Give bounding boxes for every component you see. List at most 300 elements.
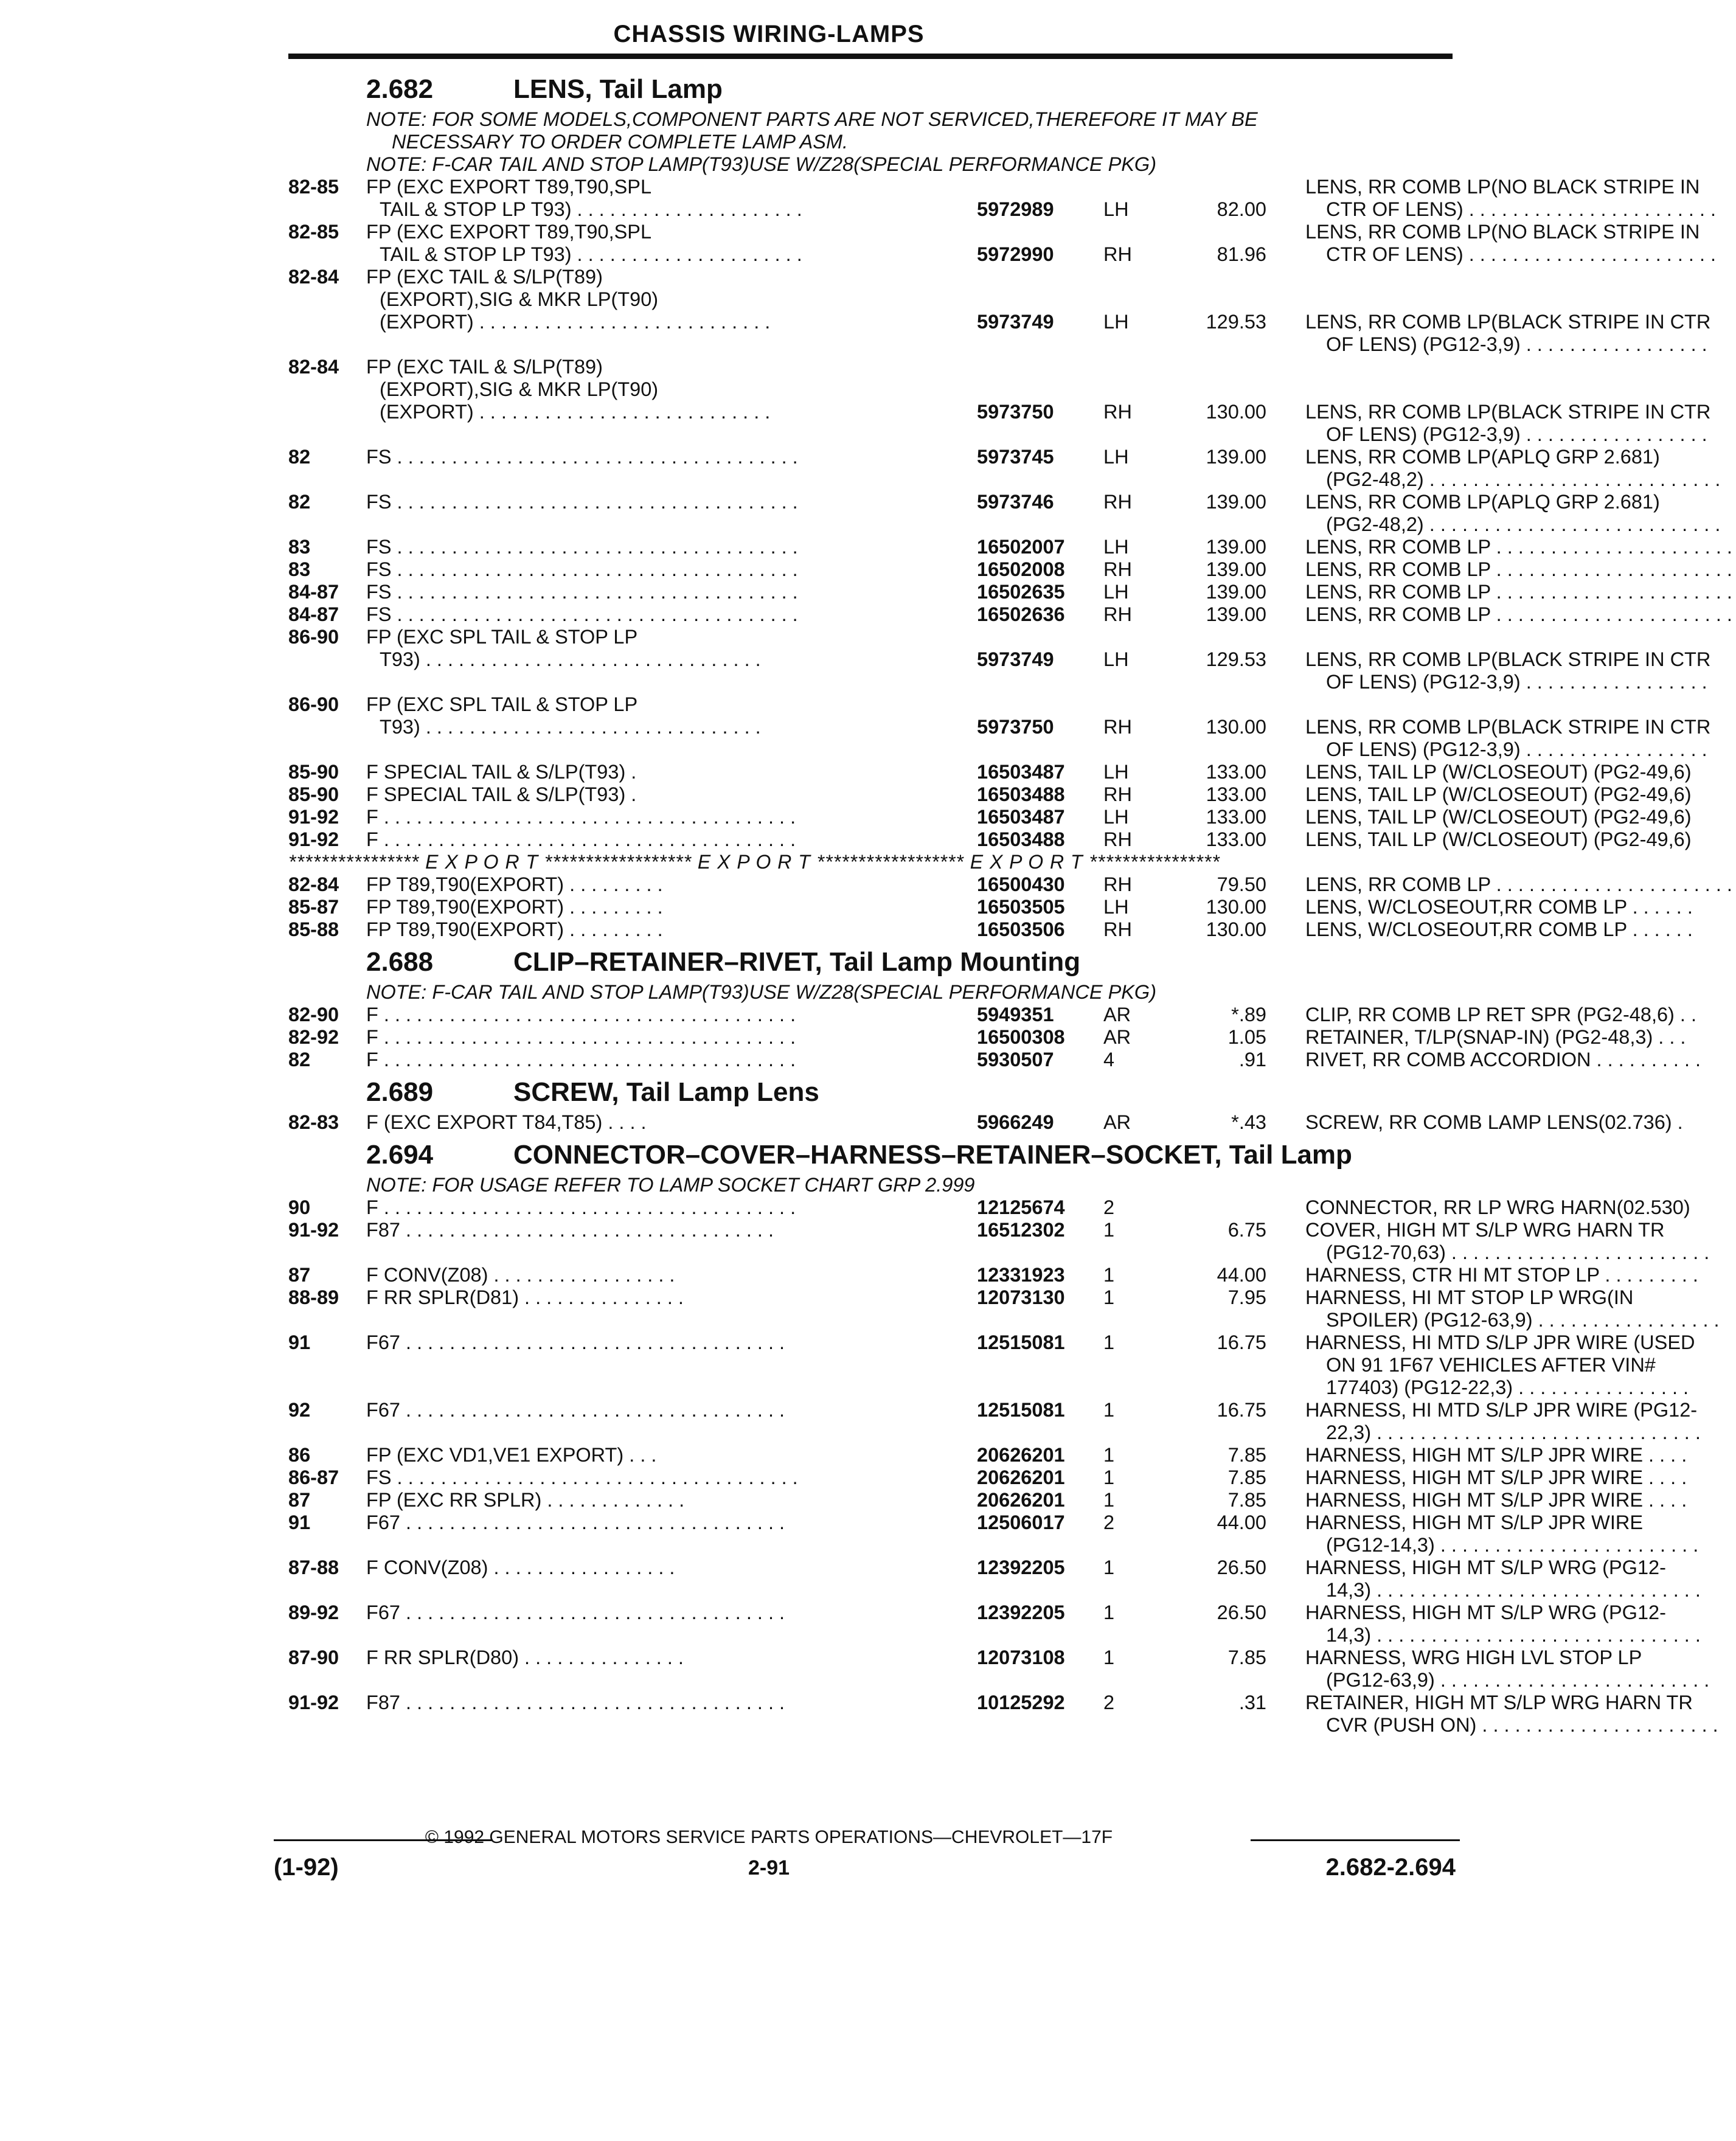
- quantity: 1: [1103, 1286, 1115, 1308]
- part-description: (PG12-70,63) . . . . . . . . . . . . . . . . . . . . . . . .: [1326, 1241, 1710, 1263]
- usage-description: F67 . . . . . . . . . . . . . . . . . . . . . . . . . . . . . . . . . . .: [366, 1331, 785, 1353]
- part-row-line: [288, 243, 1717, 266]
- section-title: CONNECTOR–COVER–HARNESS–RETAINER–SOCKET, Tail Lamp: [513, 1140, 1352, 1170]
- part-row-line: [288, 1049, 1701, 1071]
- part-row: [288, 1286, 1720, 1331]
- part-row-line: [288, 378, 1474, 401]
- part-row-line: [288, 738, 1707, 761]
- model-year: 85-90: [288, 761, 339, 783]
- price: 26.50: [1217, 1601, 1266, 1623]
- part-row: [288, 1026, 1686, 1049]
- part-row-line: [288, 221, 1700, 243]
- quantity: 1: [1103, 1556, 1115, 1578]
- page-title: CHASSIS WIRING-LAMPS: [613, 21, 925, 47]
- part-description: COVER, HIGH MT S/LP WRG HARN TR: [1305, 1219, 1665, 1241]
- quantity: 2: [1103, 1692, 1115, 1713]
- part-description: HARNESS, HI MT STOP LP WRG(IN: [1305, 1286, 1634, 1308]
- part-number: 5972989: [977, 198, 1054, 220]
- part-number: 16500308: [977, 1026, 1065, 1048]
- part-row: [288, 266, 1711, 356]
- section-number: 2.694: [366, 1140, 434, 1170]
- part-row-line: [288, 1111, 1683, 1134]
- part-row: [288, 1556, 1701, 1601]
- part-description: (PG12-14,3) . . . . . . . . . . . . . . . . . . . . . . . .: [1326, 1534, 1699, 1556]
- price: 79.50: [1217, 873, 1266, 895]
- price: 82.00: [1217, 198, 1266, 220]
- part-description: LENS, TAIL LP (W/CLOSEOUT) (PG2-49,6): [1305, 828, 1692, 850]
- usage-description: FP T89,T90(EXPORT) . . . . . . . . .: [366, 918, 663, 940]
- part-row-line: [288, 1219, 1665, 1241]
- part-row: [288, 1601, 1701, 1647]
- usage-description: FS . . . . . . . . . . . . . . . . . . . . . . . . . . . . . . . . . . . . .: [366, 536, 798, 558]
- section-header: [288, 943, 1474, 981]
- part-number: 5973750: [977, 401, 1054, 423]
- note-line: NOTE: F-CAR TAIL AND STOP LAMP(T93)USE W/Z28(SPECIAL PERFORMANCE PKG): [366, 153, 1157, 175]
- usage-description: FP (EXC EXPORT T89,T90,SPL: [366, 176, 652, 198]
- usage-description: FP (EXC RR SPLR) . . . . . . . . . . . . .: [366, 1489, 685, 1511]
- part-row-line: [288, 1444, 1687, 1466]
- price: 133.00: [1206, 761, 1266, 783]
- quantity: RH: [1103, 828, 1132, 850]
- part-description: SCREW, RR COMB LAMP LENS(02.736) .: [1305, 1111, 1683, 1133]
- part-row-line: [288, 288, 1474, 311]
- part-number: 5966249: [977, 1111, 1054, 1133]
- part-number: 16503506: [977, 918, 1065, 940]
- usage-description: FP (EXC EXPORT T89,T90,SPL: [366, 221, 652, 243]
- model-year: 82-83: [288, 1111, 339, 1133]
- part-description: LENS, RR COMB LP(APLQ GRP 2.681): [1305, 446, 1660, 468]
- part-row: [288, 761, 1692, 783]
- model-year: 83: [288, 558, 311, 580]
- part-row-line: [288, 356, 1474, 378]
- usage-description: (EXPORT) . . . . . . . . . . . . . . . . . . . . . . . . . . .: [380, 401, 771, 423]
- quantity: RH: [1103, 918, 1132, 940]
- part-number: 16502635: [977, 581, 1065, 603]
- part-number: 5973746: [977, 491, 1054, 513]
- quantity: LH: [1103, 806, 1129, 828]
- section-number: 2.688: [366, 947, 434, 977]
- model-year: 83: [288, 536, 311, 558]
- part-row-line: [288, 693, 1474, 716]
- usage-description: TAIL & STOP LP T93) . . . . . . . . . . . . . . . . . . . . .: [380, 198, 802, 220]
- part-description: LENS, RR COMB LP(APLQ GRP 2.681): [1305, 491, 1660, 513]
- part-row-line: [288, 671, 1707, 693]
- part-row-line: [288, 423, 1707, 446]
- part-number: 12125674: [977, 1196, 1065, 1218]
- part-row: [288, 626, 1711, 693]
- usage-description: F67 . . . . . . . . . . . . . . . . . . . . . . . . . . . . . . . . . . .: [366, 1601, 785, 1623]
- part-row: [288, 603, 1732, 626]
- usage-description: FP (EXC SPL TAIL & STOP LP: [366, 693, 638, 715]
- part-number: 12073130: [977, 1286, 1065, 1308]
- quantity: 1: [1103, 1444, 1115, 1466]
- part-row-line: [288, 1264, 1698, 1286]
- usage-description: FS . . . . . . . . . . . . . . . . . . . . . . . . . . . . . . . . . . . . .: [366, 603, 798, 625]
- note-line: NECESSARY TO ORDER COMPLETE LAMP ASM.: [392, 131, 849, 153]
- model-year: 82-90: [288, 1004, 339, 1025]
- usage-description: F . . . . . . . . . . . . . . . . . . . . . . . . . . . . . . . . . . . . . .: [366, 1196, 796, 1218]
- part-row: [288, 783, 1692, 806]
- model-year: 87-90: [288, 1647, 339, 1668]
- usage-description: (EXPORT) . . . . . . . . . . . . . . . . . . . . . . . . . . .: [380, 311, 771, 333]
- part-number: 5973745: [977, 446, 1054, 468]
- price: 16.75: [1217, 1399, 1266, 1421]
- part-description: CVR (PUSH ON) . . . . . . . . . . . . . . . . . . . . . .: [1326, 1714, 1718, 1736]
- part-row-line: [288, 1331, 1695, 1354]
- part-number: 12073108: [977, 1647, 1065, 1668]
- model-year: 82-92: [288, 1026, 339, 1048]
- part-description: HARNESS, WRG HIGH LVL STOP LP: [1305, 1647, 1642, 1668]
- part-row-line: [288, 513, 1721, 536]
- usage-description: T93) . . . . . . . . . . . . . . . . . . . . . . . . . . . . . . .: [380, 648, 761, 670]
- part-row-line: [288, 536, 1732, 558]
- price: 139.00: [1206, 446, 1266, 468]
- part-number: 16503488: [977, 783, 1065, 805]
- part-row-line: [288, 1647, 1642, 1669]
- price: .91: [1238, 1049, 1266, 1070]
- usage-description: FP T89,T90(EXPORT) . . . . . . . . .: [366, 896, 663, 918]
- part-row-line: [288, 1466, 1687, 1489]
- part-description: OF LENS) (PG12-3,9) . . . . . . . . . . . . . . . . .: [1326, 423, 1707, 445]
- part-row: [288, 446, 1721, 491]
- model-year: 91-92: [288, 1692, 339, 1713]
- part-row: [288, 581, 1732, 603]
- part-row-line: [288, 401, 1711, 423]
- model-year: 91: [288, 1331, 311, 1353]
- part-description: LENS, RR COMB LP(NO BLACK STRIPE IN: [1305, 176, 1700, 198]
- usage-description: FS . . . . . . . . . . . . . . . . . . . . . . . . . . . . . . . . . . . . .: [366, 581, 798, 603]
- usage-description: FP (EXC TAIL & S/LP(T89): [366, 356, 603, 378]
- price: 130.00: [1206, 401, 1266, 423]
- model-year: 86-87: [288, 1466, 339, 1488]
- model-year: 82-84: [288, 873, 339, 895]
- part-row: [288, 356, 1711, 446]
- usage-description: F . . . . . . . . . . . . . . . . . . . . . . . . . . . . . . . . . . . . . .: [366, 1026, 796, 1048]
- part-row: [288, 1196, 1690, 1219]
- part-row-line: [288, 1534, 1699, 1556]
- part-description: HARNESS, CTR HI MT STOP LP . . . . . . . . .: [1305, 1264, 1698, 1286]
- part-description: HARNESS, HIGH MT S/LP WRG (PG12-: [1305, 1601, 1666, 1623]
- usage-description: F RR SPLR(D80) . . . . . . . . . . . . . . .: [366, 1647, 684, 1668]
- price: .31: [1238, 1692, 1266, 1713]
- part-row: [288, 873, 1732, 896]
- part-row: [288, 176, 1717, 221]
- model-year: 85-88: [288, 918, 339, 940]
- part-row: [288, 1692, 1718, 1737]
- part-row: [288, 918, 1693, 941]
- price: 133.00: [1206, 828, 1266, 850]
- usage-description: F CONV(Z08) . . . . . . . . . . . . . . . . .: [366, 1264, 675, 1286]
- usage-description: F87 . . . . . . . . . . . . . . . . . . . . . . . . . . . . . . . . . .: [366, 1219, 774, 1241]
- part-number: 16512302: [977, 1219, 1065, 1241]
- quantity: LH: [1103, 581, 1129, 603]
- part-row-line: [288, 1354, 1656, 1376]
- model-year: 87-88: [288, 1556, 339, 1578]
- part-description: (PG2-48,2) . . . . . . . . . . . . . . . . . . . . . . . . . . .: [1326, 513, 1721, 535]
- price: 7.85: [1227, 1489, 1266, 1511]
- part-row-line: [288, 311, 1711, 333]
- part-row-line: [288, 1309, 1720, 1331]
- part-number: 12506017: [977, 1511, 1065, 1533]
- part-description: LENS, RR COMB LP(BLACK STRIPE IN CTR: [1305, 648, 1711, 670]
- part-row: [288, 1219, 1710, 1264]
- quantity: AR: [1103, 1026, 1131, 1048]
- section-number: 2.689: [366, 1077, 434, 1107]
- model-year: 91-92: [288, 806, 339, 828]
- part-row: [288, 1444, 1687, 1466]
- price: 129.53: [1206, 648, 1266, 670]
- part-row-line: [288, 873, 1732, 896]
- note-line: NOTE: F-CAR TAIL AND STOP LAMP(T93)USE W/Z28(SPECIAL PERFORMANCE PKG): [366, 981, 1157, 1003]
- footer-copyright: © 1992 GENERAL MOTORS SERVICE PARTS OPERATIONS—CHEVROLET—17F: [425, 1827, 1113, 1847]
- section-header: [288, 71, 1474, 108]
- part-row-line: [288, 1004, 1696, 1026]
- part-row: [288, 1049, 1701, 1071]
- quantity: RH: [1103, 603, 1132, 625]
- part-description: OF LENS) (PG12-3,9) . . . . . . . . . . . . . . . . .: [1326, 333, 1707, 355]
- part-row-line: [288, 761, 1692, 783]
- quantity: RH: [1103, 401, 1132, 423]
- note-line: NOTE: FOR USAGE REFER TO LAMP SOCKET CHART GRP 2.999: [366, 1174, 975, 1196]
- part-row-line: [288, 491, 1660, 513]
- part-number: 10125292: [977, 1692, 1065, 1713]
- part-row: [288, 1331, 1695, 1399]
- model-year: 82: [288, 446, 311, 468]
- part-row: [288, 221, 1717, 266]
- part-description: 177403) (PG12-22,3) . . . . . . . . . . . . . . . .: [1326, 1376, 1689, 1398]
- export-divider: **************** E X P O R T ****************** E X P O R T ****************** E X P O R T ****************: [288, 851, 1220, 873]
- quantity: AR: [1103, 1111, 1131, 1133]
- part-row-line: [288, 1489, 1687, 1511]
- part-number: 5949351: [977, 1004, 1054, 1025]
- part-row: [288, 558, 1732, 581]
- usage-description: (EXPORT),SIG & MKR LP(T90): [380, 288, 659, 310]
- model-year: 85-87: [288, 896, 339, 918]
- footer-group-range: 2.682-2.694: [1325, 1854, 1456, 1881]
- usage-description: F . . . . . . . . . . . . . . . . . . . . . . . . . . . . . . . . . . . . . .: [366, 828, 796, 850]
- part-row-line: [288, 581, 1732, 603]
- usage-description: F67 . . . . . . . . . . . . . . . . . . . . . . . . . . . . . . . . . . .: [366, 1511, 785, 1533]
- part-row: [288, 806, 1692, 828]
- part-row: [288, 1489, 1687, 1511]
- part-row-line: [288, 1669, 1710, 1692]
- model-year: 92: [288, 1399, 311, 1421]
- part-row: [288, 536, 1732, 558]
- part-description: (PG2-48,2) . . . . . . . . . . . . . . . . . . . . . . . . . . .: [1326, 468, 1721, 490]
- part-row-line: [288, 1692, 1693, 1714]
- usage-description: F RR SPLR(D81) . . . . . . . . . . . . . . .: [366, 1286, 684, 1308]
- part-row: [288, 1264, 1698, 1286]
- part-description: HARNESS, HIGH MT S/LP JPR WIRE: [1305, 1511, 1644, 1533]
- part-row-line: [288, 333, 1707, 356]
- part-description: HARNESS, HIGH MT S/LP JPR WIRE . . . .: [1305, 1444, 1687, 1466]
- quantity: 2: [1103, 1511, 1115, 1533]
- section-number: 2.682: [366, 74, 434, 104]
- part-number: 16502636: [977, 603, 1065, 625]
- part-description: 22,3) . . . . . . . . . . . . . . . . . . . . . . . . . . . . . .: [1326, 1421, 1701, 1443]
- part-row-line: [288, 1601, 1666, 1624]
- model-year: 86-90: [288, 626, 339, 648]
- part-row-line: [288, 918, 1693, 941]
- part-number: 16502007: [977, 536, 1065, 558]
- part-row: [288, 1647, 1710, 1692]
- model-year: 82: [288, 491, 311, 513]
- quantity: LH: [1103, 536, 1129, 558]
- part-row-line: [288, 828, 1692, 851]
- model-year: 84-87: [288, 581, 339, 603]
- model-year: 86: [288, 1444, 311, 1466]
- model-year: 82: [288, 1049, 311, 1070]
- model-year: 87: [288, 1264, 311, 1286]
- part-description: CTR OF LENS) . . . . . . . . . . . . . . . . . . . . . . .: [1326, 243, 1717, 265]
- part-row-line: [288, 716, 1711, 738]
- part-row-line: [288, 198, 1717, 221]
- part-number: 20626201: [977, 1466, 1065, 1488]
- footer-page-number: 2-91: [748, 1856, 790, 1879]
- price: 1.05: [1227, 1026, 1266, 1048]
- part-description: OF LENS) (PG12-3,9) . . . . . . . . . . . . . . . . .: [1326, 738, 1707, 760]
- part-row: [288, 1399, 1701, 1444]
- usage-description: TAIL & STOP LP T93) . . . . . . . . . . . . . . . . . . . . .: [380, 243, 802, 265]
- quantity: 1: [1103, 1489, 1115, 1511]
- part-number: 5973749: [977, 311, 1054, 333]
- part-row-line: [288, 176, 1700, 198]
- part-row-line: [288, 896, 1693, 918]
- part-description: OF LENS) (PG12-3,9) . . . . . . . . . . . . . . . . .: [1326, 671, 1707, 693]
- part-row-line: [288, 266, 1474, 288]
- part-number: 5973750: [977, 716, 1054, 738]
- part-number: 12515081: [977, 1331, 1065, 1353]
- part-row-line: [288, 1376, 1689, 1399]
- usage-description: F SPECIAL TAIL & S/LP(T93) .: [366, 783, 637, 805]
- usage-description: FS . . . . . . . . . . . . . . . . . . . . . . . . . . . . . . . . . . . . .: [366, 446, 798, 468]
- quantity: 1: [1103, 1399, 1115, 1421]
- quantity: 2: [1103, 1196, 1115, 1218]
- part-number: 20626201: [977, 1444, 1065, 1466]
- model-year: 82-85: [288, 176, 339, 198]
- part-number: 16503487: [977, 761, 1065, 783]
- quantity: LH: [1103, 648, 1129, 670]
- quantity: RH: [1103, 491, 1132, 513]
- usage-description: F (EXC EXPORT T84,T85) . . . .: [366, 1111, 647, 1133]
- quantity: 4: [1103, 1049, 1115, 1070]
- usage-description: FS . . . . . . . . . . . . . . . . . . . . . . . . . . . . . . . . . . . . .: [366, 558, 798, 580]
- title-rule: [288, 54, 1453, 59]
- part-description: 14,3) . . . . . . . . . . . . . . . . . . . . . . . . . . . . . .: [1326, 1579, 1701, 1601]
- part-row-line: [288, 1579, 1701, 1601]
- model-year: 89-92: [288, 1601, 339, 1623]
- part-number: 20626201: [977, 1489, 1065, 1511]
- part-row-line: [288, 446, 1660, 468]
- usage-description: FP (EXC VD1,VE1 EXPORT) . . .: [366, 1444, 657, 1466]
- part-number: 12392205: [977, 1601, 1065, 1623]
- quantity: LH: [1103, 446, 1129, 468]
- part-row-line: [288, 1624, 1701, 1647]
- part-description: LENS, RR COMB LP(BLACK STRIPE IN CTR: [1305, 716, 1711, 738]
- quantity: 1: [1103, 1331, 1115, 1353]
- part-description: LENS, TAIL LP (W/CLOSEOUT) (PG2-49,6): [1305, 806, 1692, 828]
- usage-description: F SPECIAL TAIL & S/LP(T93) .: [366, 761, 637, 783]
- quantity: 1: [1103, 1264, 1115, 1286]
- section-note: [288, 153, 1474, 176]
- part-description: CONNECTOR, RR LP WRG HARN(02.530): [1305, 1196, 1690, 1218]
- price: 16.75: [1217, 1331, 1266, 1353]
- model-year: 90: [288, 1196, 311, 1218]
- price: 139.00: [1206, 536, 1266, 558]
- part-row-line: [288, 1511, 1644, 1534]
- note-line: NOTE: FOR SOME MODELS,COMPONENT PARTS ARE NOT SERVICED,THEREFORE IT MAY BE: [366, 108, 1258, 130]
- part-row-line: [288, 626, 1474, 648]
- part-description: HARNESS, HIGH MT S/LP WRG (PG12-: [1305, 1556, 1666, 1578]
- part-description: LENS, TAIL LP (W/CLOSEOUT) (PG2-49,6): [1305, 783, 1692, 805]
- footer-date-code: (1-92): [274, 1854, 339, 1881]
- price: 7.85: [1227, 1466, 1266, 1488]
- part-number: 5930507: [977, 1049, 1054, 1070]
- price: 7.85: [1227, 1444, 1266, 1466]
- section-note: [288, 981, 1474, 1004]
- part-description: (PG12-63,9) . . . . . . . . . . . . . . . . . . . . . . . . .: [1326, 1669, 1710, 1691]
- part-number: 16503505: [977, 896, 1065, 918]
- part-row: [288, 1111, 1683, 1134]
- quantity: LH: [1103, 761, 1129, 783]
- part-row-line: [288, 1026, 1686, 1049]
- quantity: 1: [1103, 1601, 1115, 1623]
- model-year: 91-92: [288, 1219, 339, 1241]
- price: 133.00: [1206, 783, 1266, 805]
- model-year: 87: [288, 1489, 311, 1511]
- model-year: 88-89: [288, 1286, 339, 1308]
- part-description: LENS, RR COMB LP . . . . . . . . . . . . . . . . . . . . . .: [1305, 603, 1732, 625]
- part-number: 12331923: [977, 1264, 1065, 1286]
- model-year: 82-84: [288, 356, 339, 378]
- price: 26.50: [1217, 1556, 1266, 1578]
- part-row-line: [288, 1714, 1718, 1737]
- part-row: [288, 828, 1692, 851]
- price: *.43: [1231, 1111, 1266, 1133]
- quantity: 1: [1103, 1219, 1115, 1241]
- part-row: [288, 1004, 1696, 1026]
- part-row-line: [288, 648, 1711, 671]
- section-title: LENS, Tail Lamp: [513, 74, 723, 104]
- price: 130.00: [1206, 716, 1266, 738]
- quantity: RH: [1103, 783, 1132, 805]
- section-note: [288, 108, 1474, 153]
- part-description: LENS, RR COMB LP . . . . . . . . . . . . . . . . . . . . . .: [1305, 873, 1732, 895]
- model-year: 82-84: [288, 266, 339, 288]
- part-row-line: [288, 1286, 1634, 1309]
- usage-description: (EXPORT),SIG & MKR LP(T90): [380, 378, 659, 400]
- part-description: SPOILER) (PG12-63,9) . . . . . . . . . . . . . . . . .: [1326, 1309, 1720, 1331]
- section-title: SCREW, Tail Lamp Lens: [513, 1077, 819, 1107]
- quantity: AR: [1103, 1004, 1131, 1025]
- part-description: RETAINER, T/LP(SNAP-IN) (PG2-48,3) . . .: [1305, 1026, 1686, 1048]
- part-description: HARNESS, HIGH MT S/LP JPR WIRE . . . .: [1305, 1489, 1687, 1511]
- quantity: RH: [1103, 558, 1132, 580]
- part-description: LENS, TAIL LP (W/CLOSEOUT) (PG2-49,6): [1305, 761, 1692, 783]
- part-row-line: [288, 783, 1692, 806]
- quantity: LH: [1103, 311, 1129, 333]
- part-row-line: [288, 558, 1732, 581]
- quantity: 1: [1103, 1466, 1115, 1488]
- section-title: CLIP–RETAINER–RIVET, Tail Lamp Mounting: [513, 947, 1081, 977]
- part-description: LENS, RR COMB LP . . . . . . . . . . . . . . . . . . . . . .: [1305, 581, 1732, 603]
- usage-description: T93) . . . . . . . . . . . . . . . . . . . . . . . . . . . . . . .: [380, 716, 761, 738]
- part-row: [288, 896, 1693, 918]
- usage-description: F . . . . . . . . . . . . . . . . . . . . . . . . . . . . . . . . . . . . . .: [366, 1004, 796, 1025]
- quantity: 1: [1103, 1647, 1115, 1668]
- part-description: HARNESS, HIGH MT S/LP JPR WIRE . . . .: [1305, 1466, 1687, 1488]
- usage-description: FP (EXC TAIL & S/LP(T89): [366, 266, 603, 288]
